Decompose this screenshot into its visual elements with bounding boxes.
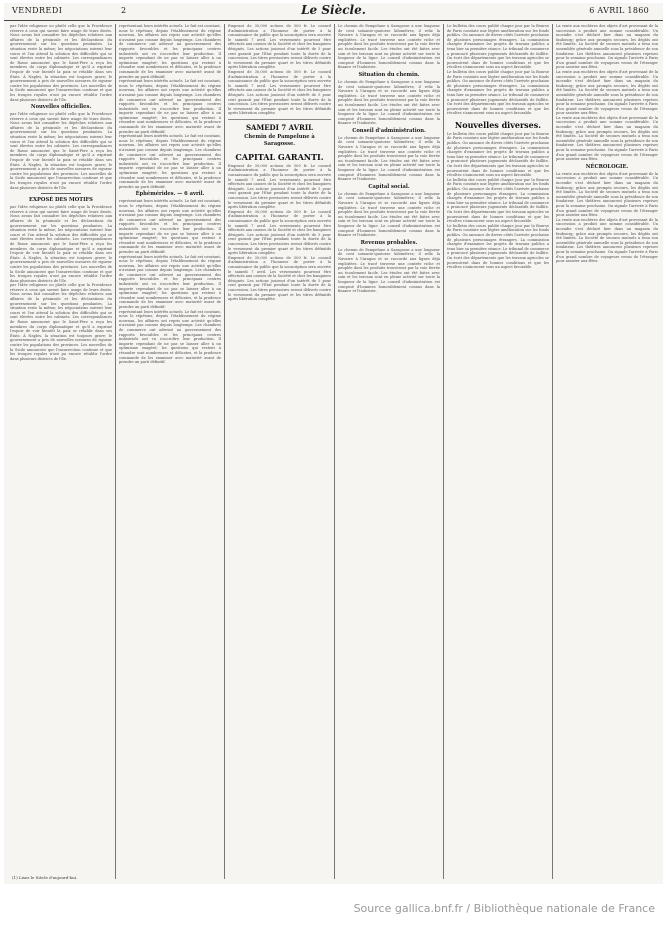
heading-nouvelles-officielles: Nouvelles officielles. [30, 104, 92, 111]
column-4-text-c: Le chemin de Pampelune à Saragosse a une longueur de cent soixante-quatorze kilomètres; il relie la Navarre à l'Aragon et se raccorde aux lignes déjà exploitées. Le tracé traverse une contrée riche et peuplée dont les produits trouveront par la voie ferrée un écoulement facile. Les études ont été faites avec soin et les travaux sont en pleine activité sur toute la longueur de la ligne. Le conseil d'administration est composé d'hommes honorablement connus dans la finance et l'industrie. [338, 135, 440, 182]
column-3 [228, 24, 331, 880]
column-4-text-d: Le chemin de Pampelune à Saragosse a une longueur de cent soixante-quatorze kilomètres; il relie la Navarre à l'Aragon et se raccorde aux lignes déjà exploitées. Le tracé traverse une contrée riche et peuplée dont les produits trouveront par la voie ferrée un écoulement facile. Les études ont été faites avec soin et les travaux sont en pleine activité sur toute la longueur de la ligne. Le conseil d'administration est composé d'hommes honorablement connus dans la finance et l'industrie. [338, 191, 440, 238]
column-1-text: par l'idée religieuse ou plutôt celle que la Providence réserve à ceux qui savent faire usage de leurs droits. Nous avons fait connaître les dépêches relatives aux affaires de la péninsule et les déclarations du gouvernement sur les questions pendantes. La situation reste la même; les négociations suivent leur cours et l'on attend la solution des difficultés qui se sont élevées entre les cabinets. Les correspondances de Rome annoncent que le Saint-Père a reçu les membres du corps diplomatique et qu'il a exprimé l'espoir de voir bientôt la paix se rétablir dans ses États. À Naples, la situation est toujours grave; le gouvernement a pris de nouvelles mesures de rigueur contre les populations des provinces. Les nouvelles de la Sicile annoncent que l'insurrection continue et que les troupes royales n'ont pu encore rétablir l'ordre dans plusieurs districts de l'île. [10, 24, 112, 102]
column-1 [10, 24, 112, 880]
column-3-text-d: Emprunt de 30,000 actions de 500 fr. Le conseil d'administration a l'honneur de porter à la connaissance du public que la souscription sera ouverte le samedi 7 avril. Les versements pourront être effectués aux caisses de la Société et chez les banquiers désignés. Les actions jouiront d'un intérêt de 5 pour cent garanti par l'État pendant toute la durée de la concession. Les titres provisoires seront délivrés contre le versement du premier quart et les titres définitifs après libération complète. [228, 209, 331, 256]
heading-capital-social: Capital social. [368, 183, 410, 190]
column-4-text-b: Le chemin de Pampelune à Saragosse a une longueur de cent soixante-quatorze kilomètres; il relie la Navarre à l'Aragon et se raccorde aux lignes déjà exploitées. Le tracé traverse une contrée riche et peuplée dont les produits trouveront par la voie ferrée un écoulement facile. Les études ont été faites avec soin et les travaux sont en pleine activité sur toute la longueur de la ligne. Le conseil d'administration est composé d'hommes honorablement connus dans la finance et l'industrie. [338, 79, 440, 126]
divider [41, 193, 82, 194]
column-6-text-d: La vente aux enchères des objets d'art provenant de la succession a produit une somme considérable. Un incendie s'est déclaré hier dans un magasin du faubourg; grâce aux prompts secours, les dégâts ont été limités. La Société de secours mutuels a tenu son assemblée générale annuelle sous la présidence de son fondateur. Les théâtres annoncent plusieurs reprises pour la semaine prochaine. On signale l'arrivée à Paris d'un grand nombre de voyageurs venus de l'étranger pour assister aux fêtes. [556, 171, 658, 218]
heading-necrologie: NÉCROLOGIE. [585, 163, 629, 170]
column-6-text: La vente aux enchères des objets d'art provenant de la succession a produit une somme considérable. Un incendie s'est déclaré hier dans un magasin du faubourg; grâce aux prompts secours, les dégâts ont été limités. La Société de secours mutuels a tenu son assemblée générale annuelle sous la présidence de son fondateur. Les théâtres annoncent plusieurs reprises pour la semaine prochaine. On signale l'arrivée à Paris d'un grand nombre de voyageurs venus de l'étranger pour assister aux fêtes. [556, 24, 658, 70]
column-rule [443, 24, 444, 879]
heading-chemin-pampelune: Chemin de Pampelune à Saragosse. [244, 133, 315, 147]
column-rule [334, 24, 335, 879]
column-2-text-b: représentant leurs intérêts actuels. Le fait est constant, nous le répétons; depuis l'établissement du régime nouveau, les affaires ont repris une activité qu'elles n'avaient pas connue depuis longtemps. Les chambres de commerce ont adressé au gouvernement des rapports favorables et les principaux centres industriels ont vu s'accroître leur production. Il importe cependant de ne pas se laisser aller à un optimisme exagéré; les questions qui restent à résoudre sont nombreuses et délicates, et la prudence commande de les examiner avec maturité avant de prendre un parti définitif. [119, 79, 221, 134]
column-5 [447, 24, 549, 880]
heading-ephemerides: Éphémérides. — 6 avril. [135, 191, 205, 198]
newspaper-title: Le Siècle. [301, 3, 366, 17]
heading-capital-garanti: CAPITAL GARANTI. [235, 151, 324, 162]
heading-expose-des-motifs: EXPOSÉ DES MOTIFS [29, 197, 93, 204]
column-5-text-d: Le bulletin des cours publié chaque jour par la Bourse de Paris constate une légère amélioration sur les fonds publics. On annonce de divers côtés l'arrivée prochaine de plusieurs personnages étrangers. La commission chargée d'examiner les projets de travaux publics a tenu hier sa première séance. Le tribunal de commerce a prononcé plusieurs jugements déclaratifs de faillite. On écrit des départements que les travaux agricoles se poursuivent dans de bonnes conditions et que les récoltes s'annoncent sous un aspect favorable. [447, 177, 549, 224]
masthead-date: 6 AVRIL 1860 [589, 6, 649, 15]
column-1-text-b: par l'idée religieuse ou plutôt celle que la Providence réserve à ceux qui savent faire usage de leurs droits. Nous avons fait connaître les dépêches relatives aux affaires de la péninsule et les déclarations du gouvernement sur les questions pendantes. La situation reste la même; les négociations suivent leur cours et l'on attend la solution des difficultés qui se sont élevées entre les cabinets. Les correspondances de Rome annoncent que le Saint-Père a reçu les membres du corps diplomatique et qu'il a exprimé l'espoir de voir bientôt la paix se rétablir dans ses États. À Naples, la situation est toujours grave; le gouvernement a pris de nouvelles mesures de rigueur contre les populations des provinces. Les nouvelles de la Sicile annoncent que l'insurrection continue et que les troupes royales n'ont pu encore rétablir l'ordre dans plusieurs districts de l'île. [10, 112, 112, 190]
column-3-text-e: Emprunt de 30,000 actions de 500 fr. Le conseil d'administration a l'honneur de porter à la connaissance du public que la souscription sera ouverte le samedi 7 avril. Les versements pourront être effectués aux caisses de la Société et chez les banquiers désignés. Les actions jouiront d'un intérêt de 5 pour cent garanti par l'État pendant toute la durée de la concession. Les titres provisoires seront délivrés contre le versement du premier quart et les titres définitifs après libération complète. [228, 255, 331, 302]
column-6-text-e: La vente aux enchères des objets d'art provenant de la succession a produit une somme considérable. Un incendie s'est déclaré hier dans un magasin du faubourg; grâce aux prompts secours, les dégâts ont été limités. La Société de secours mutuels a tenu son assemblée générale annuelle sous la présidence de son fondateur. Les théâtres annoncent plusieurs reprises pour la semaine prochaine. On signale l'arrivée à Paris d'un grand nombre de voyageurs venus de l'étranger pour assister aux fêtes. [556, 217, 658, 264]
column-5-text-c: Le bulletin des cours publié chaque jour par la Bourse de Paris constate une légère amélioration sur les fonds publics. On annonce de divers côtés l'arrivée prochaine de plusieurs personnages étrangers. La commission chargée d'examiner les projets de travaux publics a tenu hier sa première séance. Le tribunal de commerce a prononcé plusieurs jugements déclaratifs de faillite. On écrit des départements que les travaux agricoles se poursuivent dans de bonnes conditions et que les récoltes s'annoncent sous un aspect favorable. [447, 131, 549, 178]
heading-revenus: Revenus probables. [360, 239, 418, 246]
column-3-text: Emprunt de 30,000 actions de 500 fr. Le conseil d'administration a l'honneur de porter à la connaissance du public que la souscription sera ouverte le samedi 7 avril. Les versements pourront être effectués aux caisses de la Société et chez les banquiers désignés. Les actions jouiront d'un intérêt de 5 pour cent garanti par l'État pendant toute la durée de la concession. Les titres provisoires seront délivrés contre le versement du premier quart et les titres définitifs après libération complète. [228, 24, 331, 70]
newspaper-page [4, 3, 663, 884]
heading-samedi: SAMEDI 7 AVRIL [245, 122, 314, 132]
column-rule [552, 24, 553, 879]
source-credit: Source gallica.bnf.fr / Bibliothèque nationale de France [353, 902, 655, 915]
column-3-text-c: Emprunt de 30,000 actions de 500 fr. Le conseil d'administration a l'honneur de porter à la connaissance du public que la souscription sera ouverte le samedi 7 avril. Les versements pourront être effectués aux caisses de la Société et chez les banquiers désignés. Les actions jouiront d'un intérêt de 5 pour cent garanti par l'État pendant toute la durée de la concession. Les titres provisoires seront délivrés contre le versement du premier quart et les titres définitifs après libération complète. [228, 163, 331, 210]
column-6-text-b: La vente aux enchères des objets d'art provenant de la succession a produit une somme considérable. Un incendie s'est déclaré hier dans un magasin du faubourg; grâce aux prompts secours, les dégâts ont été limités. La Société de secours mutuels a tenu son assemblée générale annuelle sous la présidence de son fondateur. Les théâtres annoncent plusieurs reprises pour la semaine prochaine. On signale l'arrivée à Paris d'un grand nombre de voyageurs venus de l'étranger pour assister aux fêtes. [556, 69, 658, 116]
heading-nouvelles-diverses: Nouvelles diverses. [454, 119, 542, 130]
heading-situation-chemin: Situation du chemin. [358, 71, 420, 78]
column-6 [556, 24, 658, 880]
column-4-text: Le chemin de Pampelune à Saragosse a une longueur de cent soixante-quatorze kilomètres; il relie la Navarre à l'Aragon et se raccorde aux lignes déjà exploitées. Le tracé traverse une contrée riche et peuplée dont les produits trouveront par la voie ferrée un écoulement facile. Les études ont été faites avec soin et les travaux sont en pleine activité sur toute la longueur de la ligne. Le conseil d'administration est composé d'hommes honorablement connus dans la finance et l'industrie. [338, 24, 440, 70]
column-1-text-d: par l'idée religieuse ou plutôt celle que la Providence réserve à ceux qui savent faire usage de leurs droits. Nous avons fait connaître les dépêches relatives aux affaires de la péninsule et les déclarations du gouvernement sur les questions pendantes. La situation reste la même; les négociations suivent leur cours et l'on attend la solution des difficultés qui se sont élevées entre les cabinets. Les correspondances de Rome annoncent que le Saint-Père a reçu les membres du corps diplomatique et qu'il a exprimé l'espoir de voir bientôt la paix se rétablir dans ses États. À Naples, la situation est toujours grave; le gouvernement a pris de nouvelles mesures de rigueur contre les populations des provinces. Les nouvelles de la Sicile annoncent que l'insurrection continue et que les troupes royales n'ont pu encore rétablir l'ordre dans plusieurs districts de l'île. [10, 283, 112, 361]
column-rule [224, 24, 225, 879]
column-4-text-e: Le chemin de Pampelune à Saragosse a une longueur de cent soixante-quatorze kilomètres; il relie la Navarre à l'Aragon et se raccorde aux lignes déjà exploitées. Le tracé traverse une contrée riche et peuplée dont les produits trouveront par la voie ferrée un écoulement facile. Les études ont été faites avec soin et les travaux sont en pleine activité sur toute la longueur de la ligne. Le conseil d'administration est composé d'hommes honorablement connus dans la finance et l'industrie. [338, 247, 440, 294]
divider [228, 119, 331, 120]
column-3-text-b: Emprunt de 30,000 actions de 500 fr. Le conseil d'administration a l'honneur de porter à la connaissance du public que la souscription sera ouverte le samedi 7 avril. Les versements pourront être effectués aux caisses de la Société et chez les banquiers désignés. Les actions jouiront d'un intérêt de 5 pour cent garanti par l'État pendant toute la durée de la concession. Les titres provisoires seront délivrés contre le versement du premier quart et les titres définitifs après libération complète. [228, 69, 331, 116]
column-2-text-d: représentant leurs intérêts actuels. Le fait est constant, nous le répétons; depuis l'établissement du régime nouveau, les affaires ont repris une activité qu'elles n'avaient pas connue depuis longtemps. Les chambres de commerce ont adressé au gouvernement des rapports favorables et les principaux centres industriels ont vu s'accroître leur production. Il importe cependant de ne pas se laisser aller à un optimisme exagéré; les questions qui restent à résoudre sont nombreuses et délicates, et la prudence commande de les examiner avec maturité avant de prendre un parti définitif. [119, 199, 221, 254]
heading-conseil: Conseil d'administration. [352, 127, 426, 134]
column-2-text-f: représentant leurs intérêts actuels. Le fait est constant, nous le répétons; depuis l'établissement du régime nouveau, les affaires ont repris une activité qu'elles n'avaient pas connue depuis longtemps. Les chambres de commerce ont adressé au gouvernement des rapports favorables et les principaux centres industriels ont vu s'accroître leur production. Il importe cependant de ne pas se laisser aller à un optimisme exagéré; les questions qui restent à résoudre sont nombreuses et délicates, et la prudence commande de les examiner avec maturité avant de prendre un parti définitif. [119, 309, 221, 365]
column-2-text-c: représentant leurs intérêts actuels. Le fait est constant, nous le répétons; depuis l'établissement du régime nouveau, les affaires ont repris une activité qu'elles n'avaient pas connue depuis longtemps. Les chambres de commerce ont adressé au gouvernement des rapports favorables et les principaux centres industriels ont vu s'accroître leur production. Il importe cependant de ne pas se laisser aller à un optimisme exagéré; les questions qui restent à résoudre sont nombreuses et délicates, et la prudence commande de les examiner avec maturité avant de prendre un parti définitif. [119, 134, 221, 189]
column-6-text-c: La vente aux enchères des objets d'art provenant de la succession a produit une somme considérable. Un incendie s'est déclaré hier dans un magasin du faubourg; grâce aux prompts secours, les dégâts ont été limités. La Société de secours mutuels a tenu son assemblée générale annuelle sous la présidence de son fondateur. Les théâtres annoncent plusieurs reprises pour la semaine prochaine. On signale l'arrivée à Paris d'un grand nombre de voyageurs venus de l'étranger pour assister aux fêtes. [556, 115, 658, 162]
column-2-text-e: représentant leurs intérêts actuels. Le fait est constant, nous le répétons; depuis l'établissement du régime nouveau, les affaires ont repris une activité qu'elles n'avaient pas connue depuis longtemps. Les chambres de commerce ont adressé au gouvernement des rapports favorables et les principaux centres industriels ont vu s'accroître leur production. Il importe cependant de ne pas se laisser aller à un optimisme exagéré; les questions qui restent à résoudre sont nombreuses et délicates, et la prudence commande de les examiner avec maturité avant de prendre un parti définitif. [119, 254, 221, 310]
column-5-text-e: Le bulletin des cours publié chaque jour par la Bourse de Paris constate une légère amélioration sur les fonds publics. On annonce de divers côtés l'arrivée prochaine de plusieurs personnages étrangers. La commission chargée d'examiner les projets de travaux publics a tenu hier sa première séance. Le tribunal de commerce a prononcé plusieurs jugements déclaratifs de faillite. On écrit des départements que les travaux agricoles se poursuivent dans de bonnes conditions et que les récoltes s'annoncent sous un aspect favorable. [447, 223, 549, 270]
column-rule [115, 24, 116, 879]
page-number: 2 [121, 6, 127, 15]
column-2 [119, 24, 221, 880]
masthead [4, 3, 663, 21]
footnote: (1) Lisez le Siècle d'aujourd'hui. [12, 875, 78, 880]
column-1-text-c: par l'idée religieuse ou plutôt celle que la Providence réserve à ceux qui savent faire usage de leurs droits. Nous avons fait connaître les dépêches relatives aux affaires de la péninsule et les déclarations du gouvernement sur les questions pendantes. La situation reste la même; les négociations suivent leur cours et l'on attend la solution des difficultés qui se sont élevées entre les cabinets. Les correspondances de Rome annoncent que le Saint-Père a reçu les membres du corps diplomatique et qu'il a exprimé l'espoir de voir bientôt la paix se rétablir dans ses États. À Naples, la situation est toujours grave; le gouvernement a pris de nouvelles mesures de rigueur contre les populations des provinces. Les nouvelles de la Sicile annoncent que l'insurrection continue et que les troupes royales n'ont pu encore rétablir l'ordre dans plusieurs districts de l'île. [10, 205, 112, 283]
column-4 [338, 24, 440, 880]
column-5-text: Le bulletin des cours publié chaque jour par la Bourse de Paris constate une légère amélioration sur les fonds publics. On annonce de divers côtés l'arrivée prochaine de plusieurs personnages étrangers. La commission chargée d'examiner les projets de travaux publics a tenu hier sa première séance. Le tribunal de commerce a prononcé plusieurs jugements déclaratifs de faillite. On écrit des départements que les travaux agricoles se poursuivent dans de bonnes conditions et que les récoltes s'annoncent sous un aspect favorable. [447, 24, 549, 70]
column-5-text-b: Le bulletin des cours publié chaque jour par la Bourse de Paris constate une légère amélioration sur les fonds publics. On annonce de divers côtés l'arrivée prochaine de plusieurs personnages étrangers. La commission chargée d'examiner les projets de travaux publics a tenu hier sa première séance. Le tribunal de commerce a prononcé plusieurs jugements déclaratifs de faillite. On écrit des départements que les travaux agricoles se poursuivent dans de bonnes conditions et que les récoltes s'annoncent sous un aspect favorable. [447, 69, 549, 116]
masthead-day: VENDREDI [12, 6, 63, 15]
column-2-text: représentant leurs intérêts actuels. Le fait est constant, nous le répétons; depuis l'établissement du régime nouveau, les affaires ont repris une activité qu'elles n'avaient pas connue depuis longtemps. Les chambres de commerce ont adressé au gouvernement des rapports favorables et les principaux centres industriels ont vu s'accroître leur production. Il importe cependant de ne pas se laisser aller à un optimisme exagéré; les questions qui restent à résoudre sont nombreuses et délicates, et la prudence commande de les examiner avec maturité avant de prendre un parti définitif. [119, 24, 221, 79]
